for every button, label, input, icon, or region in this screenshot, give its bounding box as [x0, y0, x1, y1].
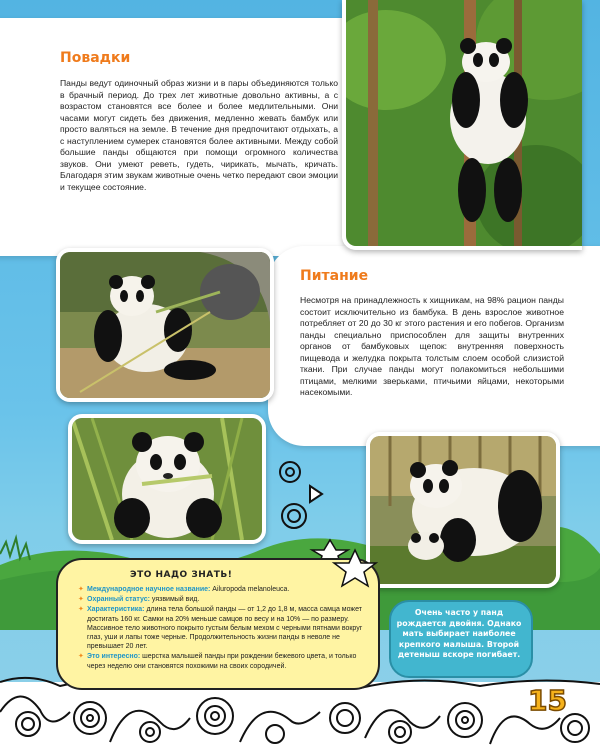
list-item: ✦ Охранный статус: уязвимый вид. — [78, 595, 366, 604]
panda-sitting-eating-photo — [56, 248, 274, 402]
behavior-heading: Повадки — [60, 50, 131, 66]
list-item: ✦ Характеристика: длина тела большой панды — от 1,2 до 1,8 м, масса самца может достигать 160 кг. Самки на 20% меньше самцов по весу и на 10% — по размеру. Массивное тело животного покрыто густым белым мехом с черными пятнами вокруг глаз, уши и лапы тоже черные. Продолжительность жизни панды в неволе не превышает 20 лет. — [78, 605, 366, 651]
behavior-text: Панды ведут одиночный образ жизни и в пары объединяются только в брачный период. До трех лет животные довольно активны, а с возрастом становятся все более и более медлительными. Они часами могут сидеть без движения, медленно жевать бамбук или просто валяться на земле. В течение дня предпочитают отдыхать, а с наступлением сумерек становятся более активными. Между собой большие панды общаются при помощи огромного количества звуков. Они умеют реветь, гудеть, чирикать, мычать, кричать. Благодаря этим звукам животные очень четко передают свои эмоции и текущее состояние. — [60, 78, 338, 192]
facts-title: ЭТО НАДО ЗНАТЬ! — [130, 570, 233, 580]
star-decoration — [330, 548, 380, 588]
panda-chewing-bamboo-photo — [68, 414, 266, 544]
facts-list — [78, 585, 366, 672]
panda-mother-cub-photo — [366, 432, 560, 588]
nutrition-text: Несмотря на принадлежность к хищникам, на 98% рацион панды состоит исключительно из бамбука. В день взрослое животное потребляет от 20 до 30 кг этого растения и его побегов. Организм панды специально приспособлен для защиты внутренних органов от бамбуковых щепок: внутренняя поверхность пищевода и желудка покрыта толстым слоем особой слизистой ткани. При случае панды могут полакомиться небольшими птицами, мелкими зверьками, птичьими яйцами, некоторыми насекомыми. — [300, 295, 564, 397]
list-item: ✦ Международное научное название: Ailuropoda melanoleuca. — [78, 585, 366, 594]
list-item: ✦ Это интересно: шерстка малышей панды при рождении бежевого цвета, и только через неделю они становятся похожими на своих сородичей. — [78, 652, 366, 670]
doodle-stars-decoration — [270, 450, 360, 560]
panda-climbing-tree-photo — [342, 0, 582, 250]
page-number: 15 — [528, 684, 567, 717]
info-bubble-text: Очень часто у панд рождается двойня. Однако мать выбирает наиболее крепкого малыша. Второй детеныш вскоре погибает. — [396, 608, 522, 659]
nutrition-heading: Питание — [300, 268, 369, 284]
